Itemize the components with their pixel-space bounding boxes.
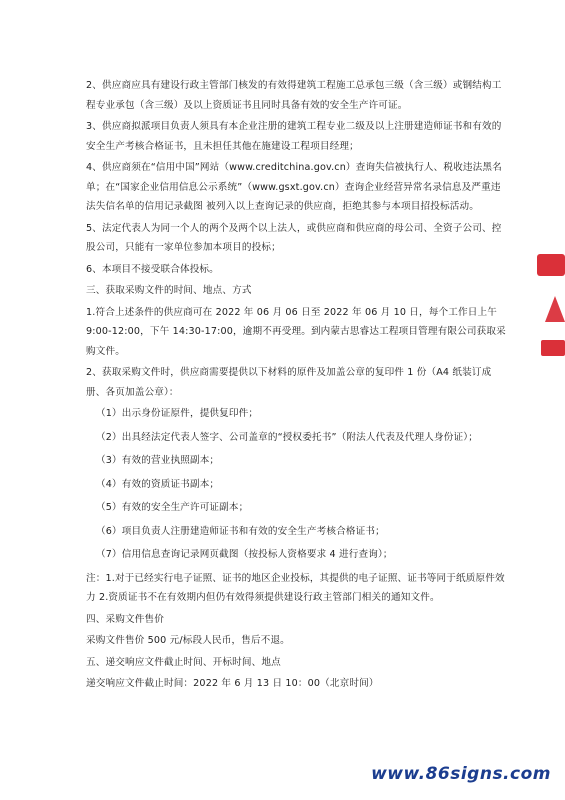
seal-star-fragment <box>545 296 565 322</box>
requirement-3: 3、供应商拟派项目负责人须具有本企业注册的建筑工程专业二级及以上注册建造师证书和有效的安全生产考核合格证书，且未担任其他在施建设工程项目经理； <box>86 121 502 152</box>
requirement-6: 6、本项目不接受联合体投标。 <box>86 263 219 275</box>
section-3-item-1: 1.符合上述条件的供应商可在 2022 年 06 月 06 日至 2022 年 06 月 10 日，每个工作日上午 9:00-12:00，下午 14:30-17:00，逾期不再受理。到内蒙古思睿达工程项目管理有限公司获取采购文件。 <box>86 306 506 357</box>
document-body <box>86 76 506 696</box>
requirement-4: 4、供应商须在“信用中国”网站（www.creditchina.gov.cn）查询失信被执行人、税收违法黑名单；在“国家企业信用信息公示系统”（www.gsxt.gov.cn）查询企业经营异常名录信息及严重违法失信名单的信用记录截图 被列入以上查询记录的供应商，拒绝其参与本项目招投标活动。 <box>86 162 502 212</box>
material-5: （5）有效的安全生产许可证副本； <box>96 502 249 513</box>
requirement-2: 2、供应商应具有建设行政主管部门核发的有效得建筑工程施工总承包三级（含三级）或钢结构工程专业承包（含三级）及以上资质证书且同时具备有效的安全生产许可证。 <box>86 80 502 111</box>
requirement-5: 5、法定代表人为同一个人的两个及两个以上法人，或供应商和供应商的母公司、全资子公司、控股公司，只能有一家单位参加本项目的投标； <box>86 222 502 253</box>
material-4: （4）有效的资质证书副本； <box>96 478 220 490</box>
red-seal-stamp <box>535 232 565 372</box>
material-1: （1）出示身份证原件，提供复印件； <box>96 408 259 419</box>
site-watermark: www.86signs.com <box>371 764 551 784</box>
material-6: （6）项目负责人注册建造师证书和有效的安全生产考核合格证书； <box>96 525 385 537</box>
section-5-title: 五、递交响应文件截止时间、开标时间、地点 <box>86 656 281 668</box>
seal-fragment-bottom <box>541 340 565 356</box>
material-3: （3）有效的营业执照副本； <box>96 455 220 466</box>
section-3-title: 三、获取采购文件的时间、地点、方式 <box>86 285 252 296</box>
seal-fragment-top <box>537 254 565 276</box>
note-paragraph: 注：1.对于已经实行电子证照、证书的地区企业投标，其提供的电子证照、证书等同于纸质原件效力 2.资质证书不在有效期内但仍有效得须提供建设行政主管部门相关的通知文件。 <box>86 572 505 603</box>
material-2: （2）出具经法定代表人签字、公司盖章的“授权委托书”（附法人代表及代理人身份证）； <box>96 431 478 443</box>
section-3-item-2: 2、获取采购文件时，供应商需要提供以下材料的原件及加盖公章的复印件 1 份（A4 纸装订成册、各页加盖公章）： <box>86 367 492 398</box>
material-7: （7）信用信息查询记录网页截图（按投标人资格要求 4 进行查询）； <box>96 549 393 560</box>
section-4-title: 四、采购文件售价 <box>86 613 164 625</box>
section-4-text: 采购文件售价 500 元/标段人民币，售后不退。 <box>86 635 290 646</box>
section-5-text: 递交响应文件截止时间：2022 年 6 月 13 日 10：00（北京时间） <box>86 678 379 689</box>
